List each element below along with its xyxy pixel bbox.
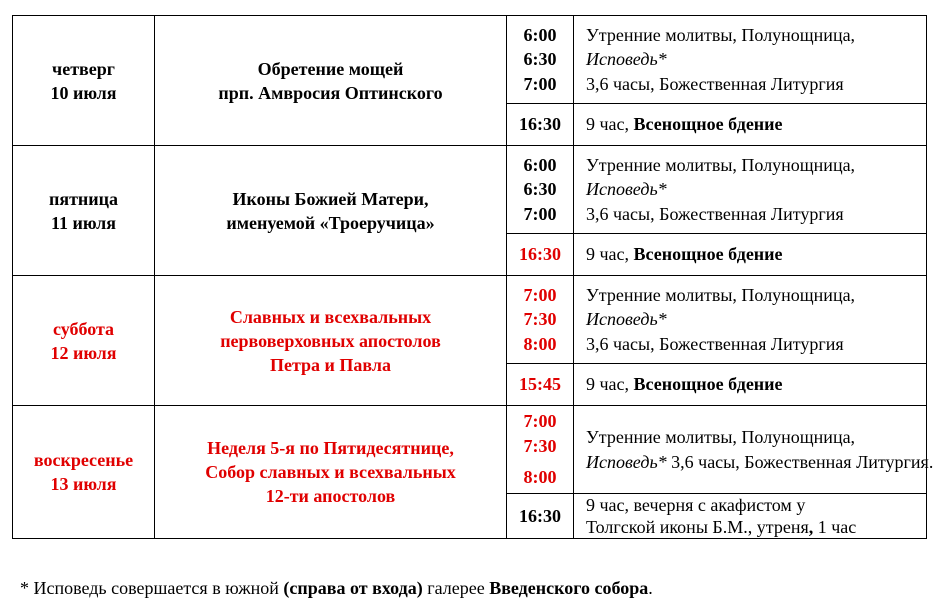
day-row-saturday	[13, 276, 927, 364]
weekday: пятница	[48, 188, 119, 209]
service-line: 3,6 часы, Божественная Литургия	[586, 333, 844, 354]
service-prefix: 9 час,	[586, 374, 634, 395]
day-row-thursday	[13, 16, 927, 104]
morning-services	[574, 16, 927, 104]
time: 6:30	[523, 179, 557, 200]
morning-times	[507, 406, 574, 494]
feast-line: Славных и всехвальных	[229, 306, 432, 327]
time: 7:30	[523, 435, 557, 456]
time: 6:00	[523, 24, 557, 45]
feast-line: прп. Амвросия Оптинского	[218, 82, 443, 103]
confession: Исповедь*	[586, 179, 667, 200]
feast-cell	[155, 406, 507, 539]
date: 11 июля	[50, 212, 117, 233]
day-cell	[13, 16, 155, 146]
morning-times	[507, 146, 574, 234]
confession: Исповедь*	[586, 451, 667, 472]
feast-cell	[155, 276, 507, 406]
service-line: Утренние молитвы, Полунощница,	[586, 427, 856, 447]
day-row-friday	[13, 146, 927, 234]
feast-line: именуемой «Троеручица»	[226, 212, 435, 233]
confession: Исповедь*	[586, 309, 667, 330]
morning-services	[574, 406, 934, 494]
evening-service	[574, 494, 927, 539]
day-row-sunday	[13, 406, 927, 494]
footnote-bold: Введенского собора	[489, 578, 649, 598]
feast-line: Неделя 5-я по Пятидесятнице,	[207, 438, 454, 458]
weekday: суббота	[52, 318, 115, 339]
time: 7:00	[523, 203, 557, 224]
service-line: 3,6 часы, Божественная Литургия	[586, 203, 844, 224]
feast-line: Иконы Божией Матери,	[232, 188, 429, 209]
footnote-bold: (справа от входа)	[283, 578, 423, 598]
service-line: 1 час	[813, 517, 857, 537]
day-cell	[13, 276, 155, 406]
schedule-table	[12, 15, 934, 539]
service-line: 3,6 часы, Божественная Литургия	[586, 73, 844, 94]
morning-services	[574, 146, 927, 234]
evening-time: 16:30	[507, 494, 574, 539]
feast-cell	[155, 146, 507, 276]
weekday: воскресенье	[33, 450, 134, 470]
footnote	[20, 576, 653, 600]
vigil: Всенощное бдение	[633, 114, 783, 135]
service-prefix: 9 час,	[586, 244, 634, 265]
feast-line: 12-ти апостолов	[265, 486, 396, 506]
feast-line: Обретение мощей	[257, 58, 404, 79]
morning-times	[507, 276, 574, 364]
date: 10 июля	[50, 82, 117, 103]
evening-service	[574, 364, 927, 406]
service-line: 9 час, вечерня с акафистом у	[586, 495, 806, 515]
time: 7:00	[523, 284, 557, 305]
feast-line: Петра и Павла	[269, 354, 392, 375]
feast-line: Собор славных и всехвальных	[205, 462, 456, 482]
confession: Исповедь*	[586, 49, 667, 70]
vigil: Всенощное бдение	[633, 374, 783, 395]
evening-time: 16:30	[507, 234, 574, 276]
day-cell	[13, 146, 155, 276]
time: 8:00	[523, 467, 557, 488]
service-line: 3,6 часы, Божественная Литургия.	[671, 451, 934, 472]
date: 12 июля	[50, 342, 117, 363]
footnote-text: .	[648, 578, 653, 598]
date: 13 июля	[50, 474, 117, 494]
evening-service	[574, 234, 927, 276]
footnote-text: * Исповедь совершается в южной	[20, 578, 284, 598]
service-line: Утренние молитвы, Полунощница,	[586, 154, 856, 175]
evening-time: 16:30	[507, 104, 574, 146]
time: 7:00	[523, 411, 557, 432]
time: 6:00	[523, 154, 557, 175]
weekday: четверг	[52, 58, 115, 79]
service-line: Утренние молитвы, Полунощница,	[586, 24, 856, 45]
day-cell	[13, 406, 155, 539]
time: 7:30	[523, 309, 557, 330]
evening-time: 15:45	[507, 364, 574, 406]
time: 8:00	[523, 333, 557, 354]
morning-times	[507, 16, 574, 104]
comma: ,	[808, 517, 814, 537]
time: 6:30	[523, 49, 557, 70]
vigil: Всенощное бдение	[633, 244, 783, 265]
feast-line: первоверховных апостолов	[220, 330, 441, 351]
time: 7:00	[523, 73, 557, 94]
service-prefix: 9 час,	[586, 114, 634, 135]
service-line: Толгской иконы Б.М., утреня	[586, 517, 809, 537]
footnote-text: галерее	[422, 578, 490, 598]
service-line: Утренние молитвы, Полунощница,	[586, 284, 856, 305]
feast-cell	[155, 16, 507, 146]
evening-service	[574, 104, 927, 146]
morning-services	[574, 276, 927, 364]
